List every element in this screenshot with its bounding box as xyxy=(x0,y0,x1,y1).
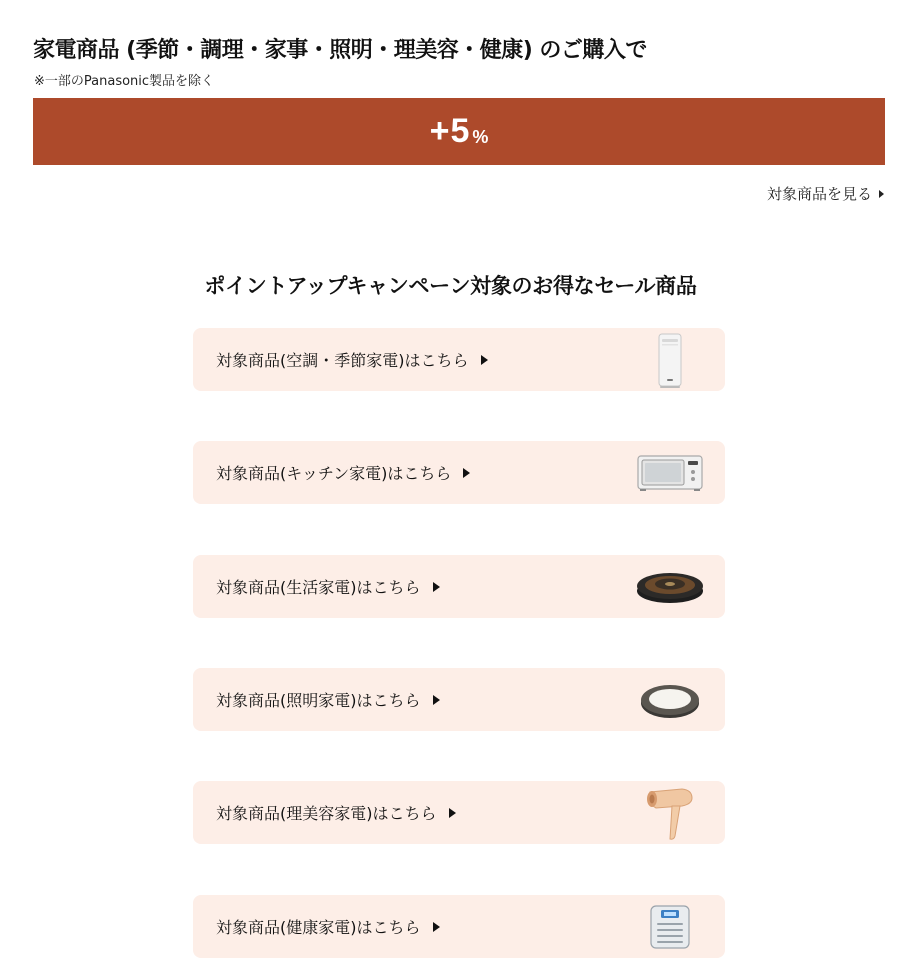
play-arrow-icon xyxy=(481,355,488,365)
category-card-label: 対象商品(照明家電)はこちら xyxy=(216,691,421,710)
category-card-label: 対象商品(生活家電)はこちら xyxy=(216,578,421,597)
category-card-label-wrap xyxy=(216,688,440,711)
category-card-label: 対象商品(健康家電)はこちら xyxy=(216,918,421,937)
ceiling-light-icon xyxy=(635,670,705,729)
play-arrow-icon xyxy=(449,808,456,818)
category-card-health[interactable] xyxy=(193,895,725,958)
view-target-products-label: 対象商品を見る xyxy=(766,185,872,203)
play-arrow-icon xyxy=(433,695,440,705)
category-card-lighting[interactable] xyxy=(193,668,725,731)
play-arrow-icon xyxy=(433,582,440,592)
category-card-kitchen[interactable] xyxy=(193,441,725,504)
category-card-label: 対象商品(理美容家電)はこちら xyxy=(216,804,437,823)
category-card-beauty[interactable] xyxy=(193,781,725,844)
category-card-seasonal[interactable] xyxy=(193,328,725,391)
section-title: ポイントアップキャンペーン対象のお得なセール商品 xyxy=(204,274,697,298)
page-headline: 家電商品 (季節・調理・家事・照明・理美容・健康) のご購入で xyxy=(33,38,647,63)
play-arrow-icon xyxy=(463,468,470,478)
category-card-living[interactable] xyxy=(193,555,725,618)
exclusion-note: ※一部のPanasonic製品を除く xyxy=(34,74,215,89)
category-card-label: 対象商品(キッチン家電)はこちら xyxy=(216,464,452,483)
category-card-label-wrap xyxy=(216,801,456,824)
caret-right-icon xyxy=(879,190,884,198)
category-card-label: 対象商品(空調・季節家電)はこちら xyxy=(216,351,469,370)
robot-vacuum-icon xyxy=(635,557,705,616)
category-card-label-wrap xyxy=(216,915,440,938)
category-card-label-wrap xyxy=(216,461,470,484)
category-card-label-wrap xyxy=(216,575,440,598)
point-up-value: +5 xyxy=(429,112,471,150)
point-up-unit: % xyxy=(472,127,489,147)
play-arrow-icon xyxy=(433,922,440,932)
view-target-products-link[interactable] xyxy=(767,183,884,204)
point-up-banner xyxy=(33,98,885,165)
body-scale-icon xyxy=(635,897,705,956)
hair-dryer-icon xyxy=(635,783,705,842)
category-card-label-wrap xyxy=(216,348,488,371)
microwave-icon xyxy=(635,443,705,502)
air-purifier-icon xyxy=(635,330,705,389)
